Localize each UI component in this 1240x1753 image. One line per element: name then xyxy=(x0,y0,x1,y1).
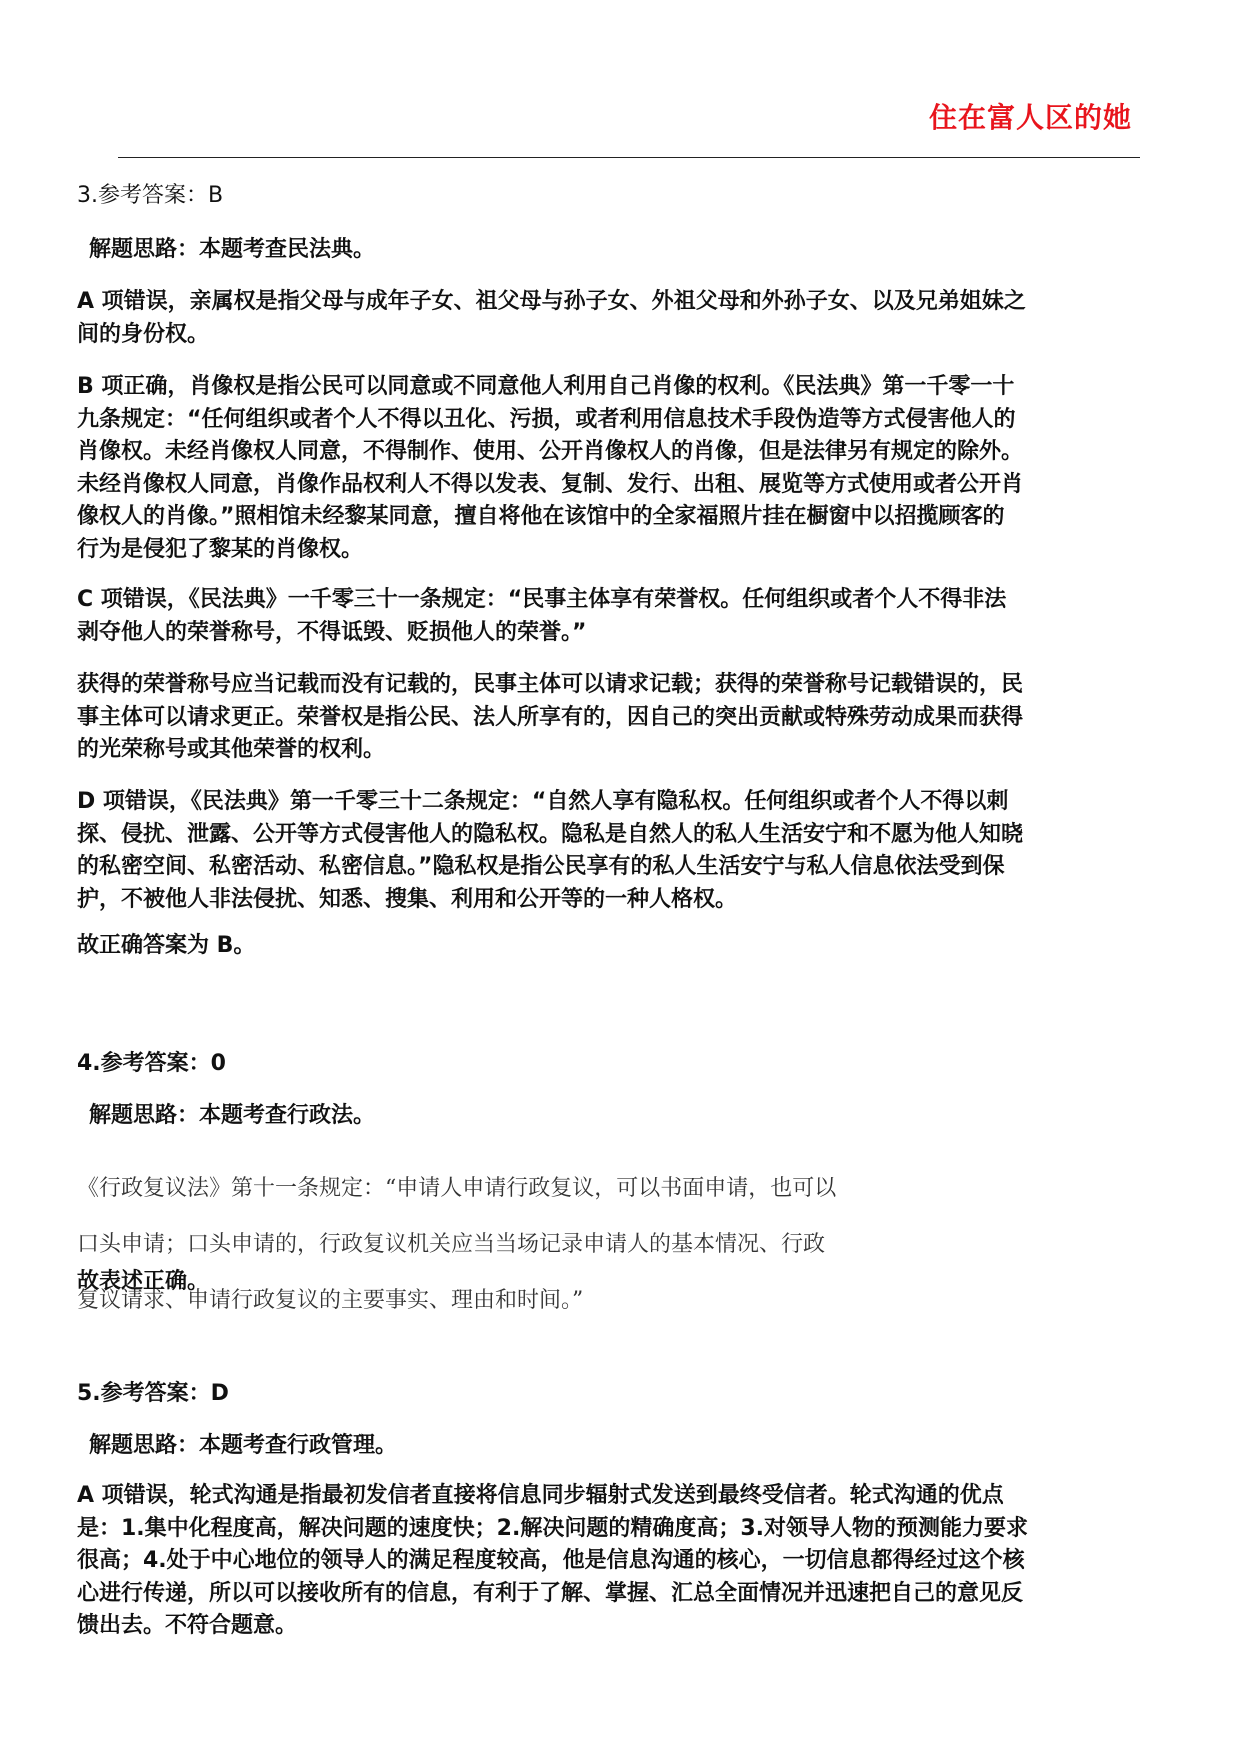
q3-c2-line: 事主体可以请求更正。荣誉权是指公民、法人所享有的，因自己的突出贡献或特殊劳动成果而获得 xyxy=(77,704,1024,730)
q4-quote-line: 口头申请；口头申请的，行政复议机关应当当场记录申请人的基本情况、行政 xyxy=(77,1232,826,1257)
q3-b-line: 像权人的肖像。”照相馆未经黎某同意，擅自将他在该馆中的全家福照片挂在橱窗中以招揽顾客的 xyxy=(77,504,1005,529)
q4-answer xyxy=(77,1048,226,1081)
q5-a-line: 馈出去。不符合题意。 xyxy=(77,1613,298,1638)
q3-b-line: B 项正确，肖像权是指公民可以同意或不同意他人利用自己肖像的权利。《民法典》第一千零一十 xyxy=(77,374,1015,399)
q3-analysis xyxy=(77,234,375,267)
q3-c2-line: 的光荣称号或其他荣誉的权利。 xyxy=(77,737,386,762)
q4-analysis xyxy=(77,1100,375,1133)
q3-a-line: A 项错误，亲属权是指父母与成年子女、祖父母与孙子女、外祖父母和外孙子女、以及兄弟姐妹之 xyxy=(77,289,1026,314)
q3-option-c xyxy=(77,584,1167,649)
q4-analysis-text: 解题思路：本题考查行政法。 xyxy=(89,1103,376,1128)
q4-answer-text: 4.参考答案：0 xyxy=(77,1051,226,1076)
q3-b-line: 肖像权。未经肖像权人同意，不得制作、使用、公开肖像权人的肖像，但是法律另有规定的除外。 xyxy=(77,439,1024,464)
q3-b-line: 未经肖像权人同意，肖像作品权利人不得以发表、复制、发行、出租、展览等方式使用或者公开肖 xyxy=(77,471,1024,497)
q5-a-line: 心进行传递，所以可以接收所有的信息，有利于了解、掌握、汇总全面情况并迅速把自己的意见反 xyxy=(77,1580,1024,1606)
header-brand-title: 住在富人区的她 xyxy=(928,101,1132,134)
q3-option-d xyxy=(77,786,1167,916)
q3-option-b xyxy=(77,371,1167,566)
q3-answer-text: 3.参考答案：B xyxy=(77,183,224,208)
q4-conclusion xyxy=(77,1266,209,1299)
q3-option-a xyxy=(77,286,1167,351)
q3-conclusion xyxy=(77,930,255,963)
q5-a-line: A 项错误，轮式沟通是指最初发信者直接将信息同步辐射式发送到最终受信者。轮式沟通的优点 xyxy=(77,1483,1004,1508)
q5-answer-text: 5.参考答案：D xyxy=(77,1381,229,1406)
q4-conclusion-text: 故表述正确。 xyxy=(77,1269,210,1294)
q5-analysis xyxy=(77,1430,397,1463)
q5-analysis-text: 解题思路：本题考查行政管理。 xyxy=(89,1433,398,1458)
header-divider xyxy=(118,157,1140,158)
q5-option-a xyxy=(77,1480,1167,1643)
q3-analysis-text: 解题思路：本题考查民法典。 xyxy=(89,237,376,262)
q4-legal-quote xyxy=(77,1150,977,1340)
q4-quote-line: 复议请求、申请行政复议的主要事实、理由和时间。” xyxy=(77,1288,584,1313)
q3-conclusion-text: 故正确答案为 B。 xyxy=(77,933,256,958)
q3-b-line: 九条规定：“任何组织或者个人不得以丑化、污损，或者利用信息技术手段伪造等方式侵害他人的 xyxy=(77,406,1016,432)
q3-c-line: C 项错误，《民法典》一千零三十一条规定：“民事主体享有荣誉权。任何组织或者个人不得非法 xyxy=(77,587,1007,612)
q3-a-line: 间的身份权。 xyxy=(77,321,210,347)
q3-answer xyxy=(77,180,223,212)
q3-c-line: 剥夺他人的荣誉称号，不得诋毁、贬损他人的荣誉。” xyxy=(77,619,587,645)
q4-quote-line: 《行政复议法》第十一条规定：“申请人申请行政复议，可以书面申请，也可以 xyxy=(77,1176,837,1201)
q5-a-line: 是：1.集中化程度高，解决问题的速度快；2.解决问题的精确度高；3.对领导人物的预测能力要求 xyxy=(77,1515,1028,1541)
q3-d-line: 护，不被他人非法侵扰、知悉、搜集、利用和公开等的一种人格权。 xyxy=(77,886,738,912)
q3-d-line: 探、侵扰、泄露、公开等方式侵害他人的隐私权。隐私是自然人的私人生活安宁和不愿为他人知晓 xyxy=(77,821,1024,847)
q5-answer xyxy=(77,1378,229,1411)
q3-c2-line: 获得的荣誉称号应当记载而没有记载的，民事主体可以请求记载；获得的荣誉称号记载错误的，民 xyxy=(77,672,1024,697)
q3-option-c-continued xyxy=(77,669,1167,767)
q3-b-line: 行为是侵犯了黎某的肖像权。 xyxy=(77,536,364,562)
q3-d-line: D 项错误，《民法典》第一千零三十二条规定：“自然人享有隐私权。任何组织或者个人不得以刺 xyxy=(77,789,1009,814)
q3-d-line: 的私密空间、私密活动、私密信息。”隐私权是指公民享有的私人生活安宁与私人信息依法受到保 xyxy=(77,854,1005,879)
q5-a-line: 很高；4.处于中心地位的领导人的满足程度较高，他是信息沟通的核心，一切信息都得经过这个核 xyxy=(77,1548,1025,1573)
